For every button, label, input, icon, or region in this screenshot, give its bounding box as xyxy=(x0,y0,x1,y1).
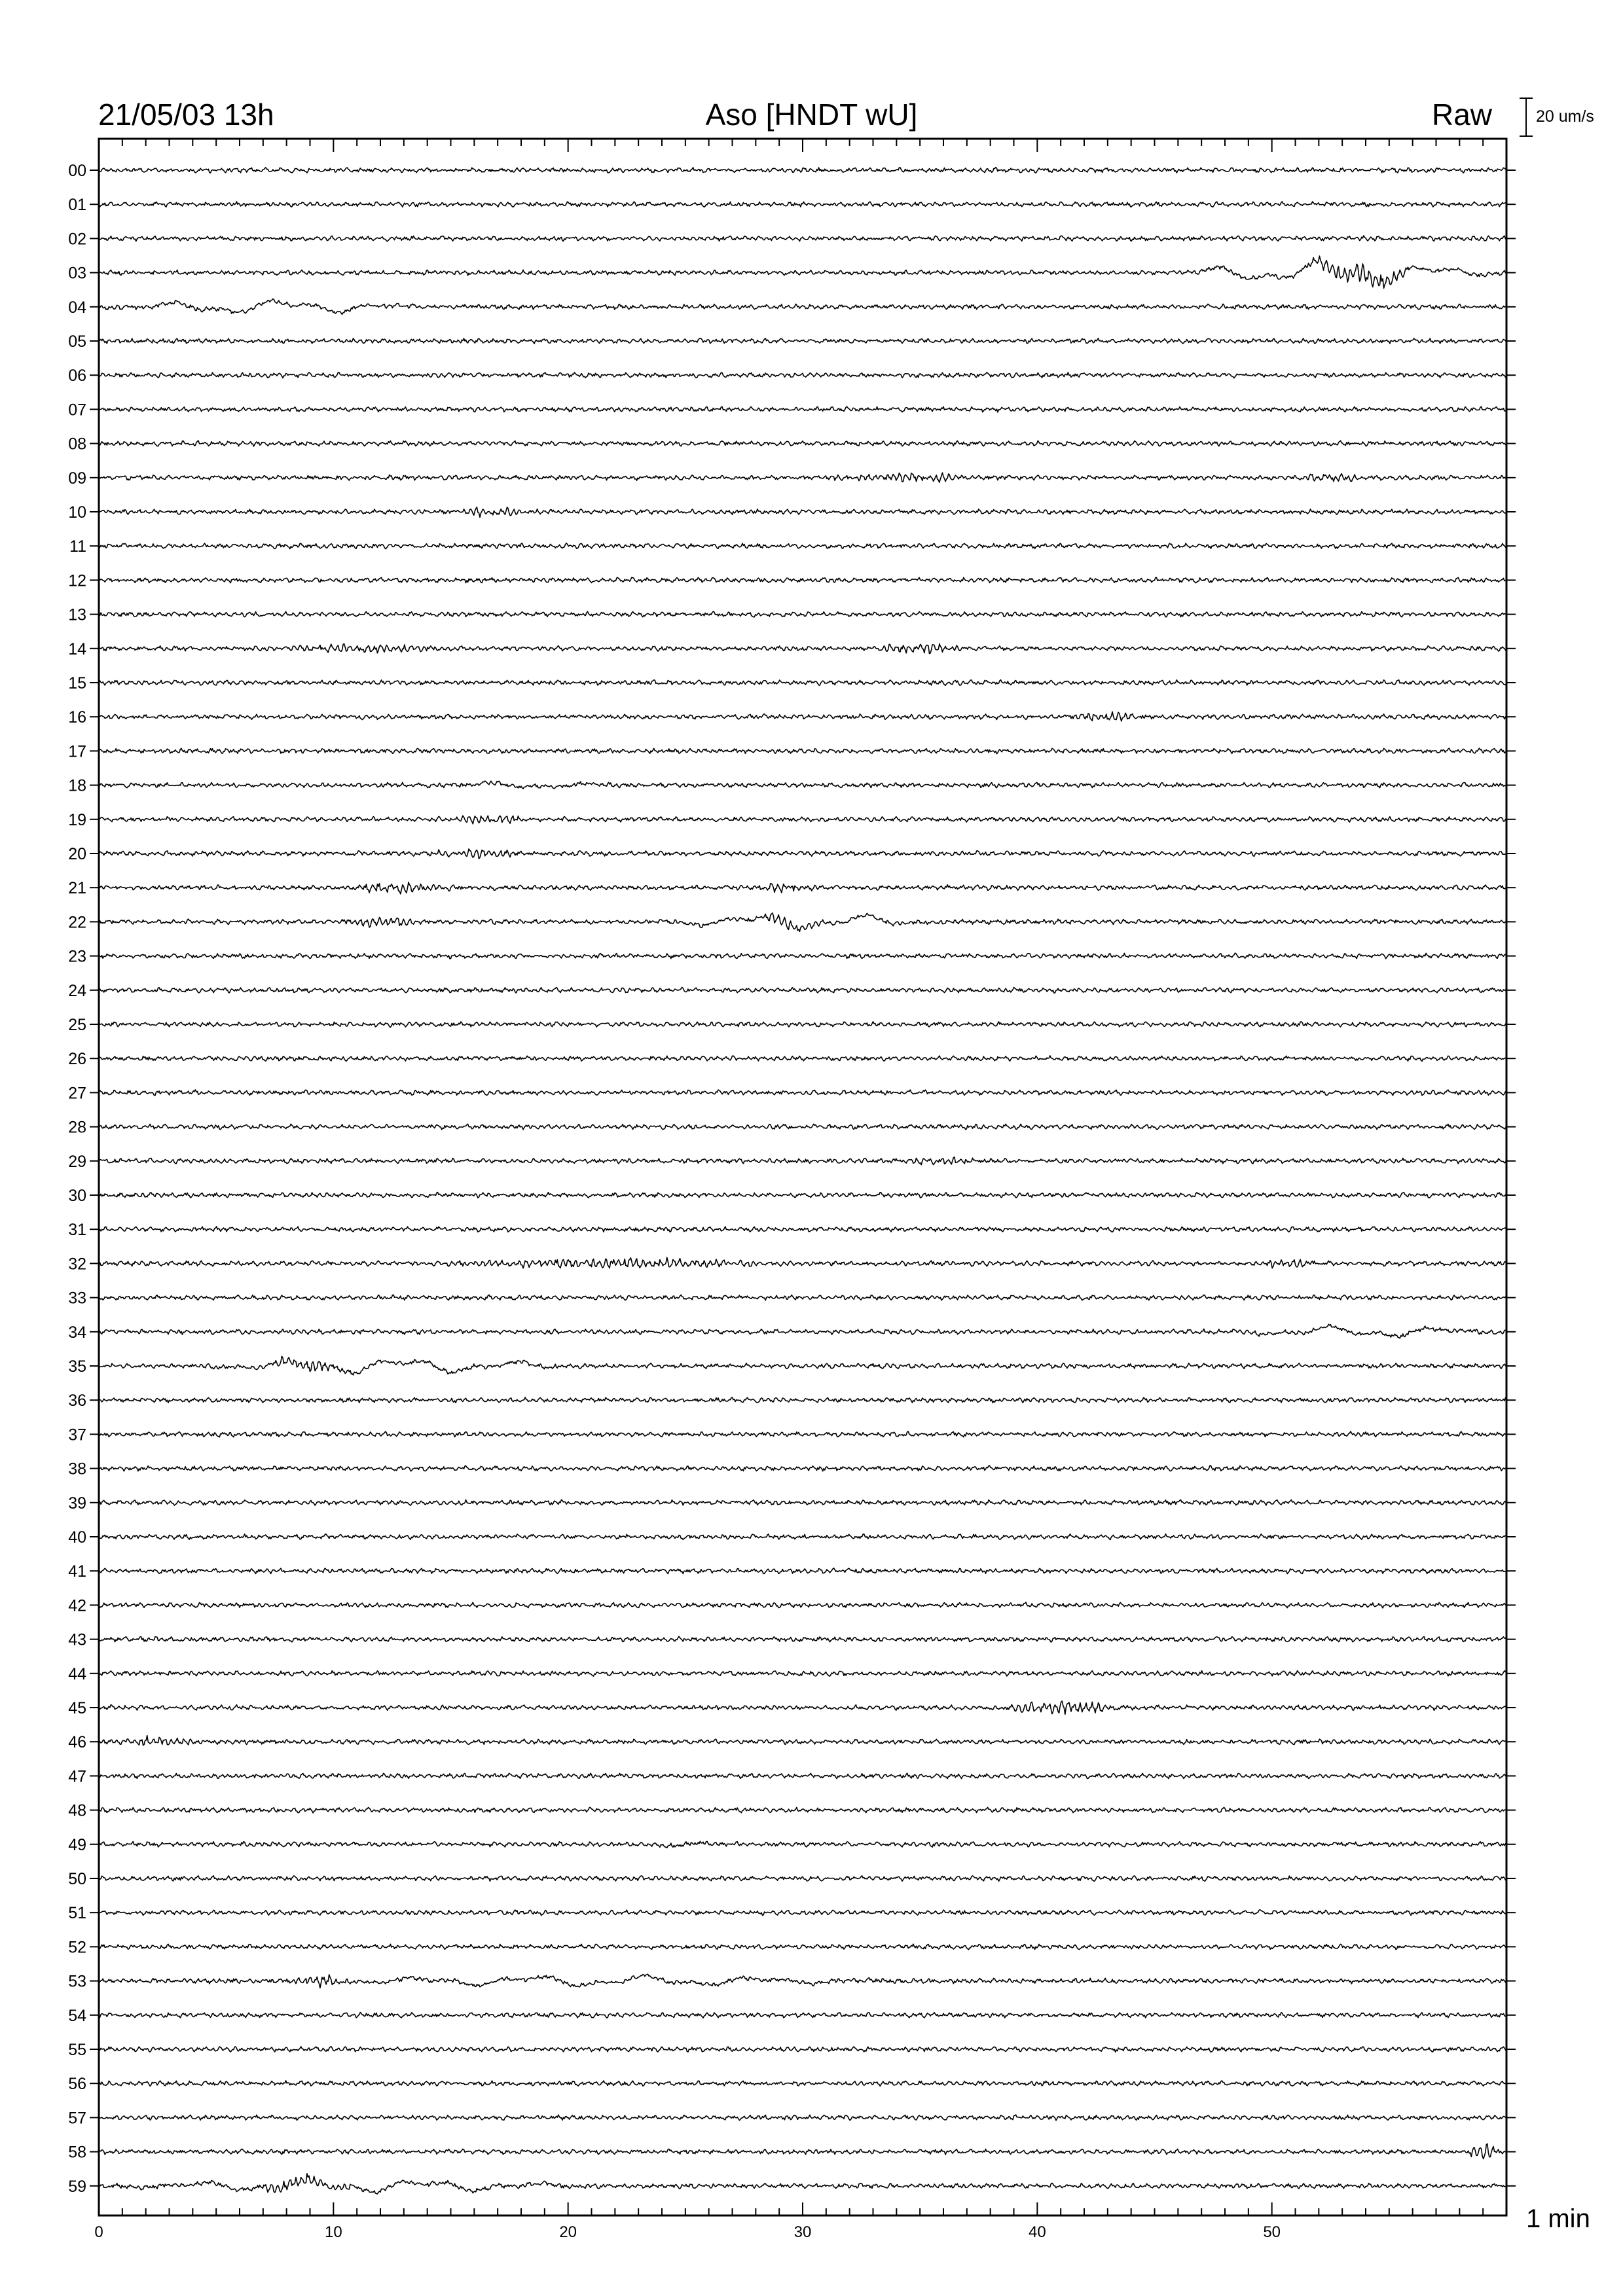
row-label: 56 xyxy=(68,2075,86,2094)
row-label: 44 xyxy=(68,1664,86,1683)
row-label: 38 xyxy=(68,1460,86,1479)
trace-row-29 xyxy=(99,1157,1506,1165)
row-label: 27 xyxy=(68,1084,86,1103)
trace-row-55 xyxy=(99,2047,1506,2053)
trace-row-57 xyxy=(99,2115,1506,2121)
row-label: 37 xyxy=(68,1426,86,1444)
row-label: 22 xyxy=(68,913,86,932)
row-label: 51 xyxy=(68,1904,86,1923)
trace-row-03 xyxy=(99,256,1506,288)
trace-row-47 xyxy=(99,1773,1506,1778)
x-tick-label: 20 xyxy=(559,2223,577,2241)
chart-mode-label: Raw xyxy=(1431,98,1492,132)
trace-row-31 xyxy=(99,1227,1506,1232)
row-label: 50 xyxy=(68,1870,86,1888)
row-label: 10 xyxy=(68,503,86,522)
trace-row-07 xyxy=(99,406,1506,412)
trace-row-59 xyxy=(99,2174,1506,2194)
row-label: 55 xyxy=(68,2041,86,2059)
trace-row-52 xyxy=(99,1944,1506,1950)
trace-row-02 xyxy=(99,236,1506,242)
trace-row-11 xyxy=(99,543,1506,549)
row-label: 30 xyxy=(68,1187,86,1205)
trace-row-08 xyxy=(99,440,1506,446)
row-label: 23 xyxy=(68,947,86,966)
trace-row-28 xyxy=(99,1124,1506,1130)
x-tick-label: 50 xyxy=(1263,2223,1281,2241)
row-label: 11 xyxy=(69,537,86,556)
row-label: 05 xyxy=(68,332,86,351)
trace-row-44 xyxy=(99,1671,1506,1677)
scale-bar-label: 20 um/s xyxy=(1536,107,1594,126)
row-label: 36 xyxy=(68,1391,86,1410)
trace-row-35 xyxy=(99,1356,1506,1375)
trace-row-17 xyxy=(99,748,1506,754)
trace-row-05 xyxy=(99,338,1506,344)
row-label: 13 xyxy=(68,605,86,624)
trace-row-26 xyxy=(99,1056,1506,1062)
trace-row-18 xyxy=(99,781,1506,789)
row-label: 24 xyxy=(68,981,86,1000)
row-label: 46 xyxy=(68,1733,86,1752)
trace-row-21 xyxy=(99,882,1506,894)
plot-frame xyxy=(99,139,1506,2215)
x-tick-label: 10 xyxy=(324,2223,342,2241)
trace-row-24 xyxy=(99,987,1506,993)
trace-row-00 xyxy=(99,168,1506,173)
trace-row-51 xyxy=(99,1910,1506,1916)
row-label: 52 xyxy=(68,1938,86,1957)
row-label: 47 xyxy=(68,1767,86,1786)
row-label: 12 xyxy=(68,571,86,590)
row-label: 54 xyxy=(68,2006,86,2025)
row-label: 00 xyxy=(68,162,86,180)
row-label: 49 xyxy=(68,1835,86,1854)
row-label: 42 xyxy=(68,1596,86,1615)
trace-row-49 xyxy=(99,1841,1506,1848)
trace-row-37 xyxy=(99,1431,1506,1437)
trace-row-10 xyxy=(99,507,1506,518)
trace-row-01 xyxy=(99,202,1506,207)
trace-row-39 xyxy=(99,1500,1506,1506)
row-label: 06 xyxy=(68,367,86,386)
trace-row-43 xyxy=(99,1636,1506,1642)
trace-row-34 xyxy=(99,1324,1506,1338)
row-label: 15 xyxy=(68,674,86,692)
x-ticks-bottom xyxy=(99,2202,1506,2215)
trace-row-06 xyxy=(99,372,1506,378)
row-label: 35 xyxy=(68,1357,86,1376)
row-label: 40 xyxy=(68,1528,86,1547)
trace-row-46 xyxy=(99,1736,1506,1746)
x-ticks-top xyxy=(99,139,1506,152)
row-label: 45 xyxy=(68,1699,86,1717)
trace-row-36 xyxy=(99,1397,1506,1403)
row-label: 59 xyxy=(68,2177,86,2196)
row-label: 29 xyxy=(68,1152,86,1171)
row-label: 03 xyxy=(68,264,86,283)
trace-row-12 xyxy=(99,577,1506,583)
row-label: 02 xyxy=(68,230,86,249)
trace-row-40 xyxy=(99,1534,1506,1540)
trace-row-56 xyxy=(99,2081,1506,2086)
trace-row-38 xyxy=(99,1465,1506,1471)
x-tick-label: 30 xyxy=(793,2223,812,2241)
row-label: 58 xyxy=(68,2143,86,2162)
x-axis-unit-label: 1 min xyxy=(1526,2204,1590,2233)
trace-row-19 xyxy=(99,816,1506,824)
row-label: 01 xyxy=(68,196,86,215)
row-label: 31 xyxy=(68,1221,86,1240)
seismic-traces xyxy=(90,168,1516,2194)
trace-row-14 xyxy=(99,644,1506,654)
trace-row-23 xyxy=(99,953,1506,959)
trace-row-42 xyxy=(99,1602,1506,1608)
trace-row-50 xyxy=(99,1876,1506,1882)
trace-row-30 xyxy=(99,1193,1506,1198)
trace-row-33 xyxy=(99,1295,1506,1300)
row-label: 28 xyxy=(68,1118,86,1137)
row-label: 21 xyxy=(68,879,86,898)
row-label: 41 xyxy=(68,1562,86,1581)
row-label: 33 xyxy=(68,1289,86,1308)
row-label: 43 xyxy=(68,1630,86,1649)
trace-row-15 xyxy=(99,680,1506,686)
row-label: 14 xyxy=(68,639,86,658)
trace-row-48 xyxy=(99,1807,1506,1813)
trace-row-09 xyxy=(99,473,1506,482)
trace-row-54 xyxy=(99,2013,1506,2018)
chart-date-hour: 21/05/03 13h xyxy=(98,98,274,132)
trace-row-32 xyxy=(99,1257,1506,1268)
row-label: 34 xyxy=(68,1323,86,1342)
trace-row-25 xyxy=(99,1022,1506,1028)
trace-row-04 xyxy=(99,299,1506,315)
row-label: 18 xyxy=(68,776,86,795)
row-labels xyxy=(68,162,86,2196)
row-label: 17 xyxy=(68,742,86,761)
row-label: 19 xyxy=(68,810,86,829)
row-label: 09 xyxy=(68,469,86,488)
row-label: 20 xyxy=(68,845,86,863)
row-label: 26 xyxy=(68,1050,86,1069)
row-label: 16 xyxy=(68,708,86,727)
row-label: 53 xyxy=(68,1972,86,1991)
chart-title: Aso [HNDT wU] xyxy=(705,98,918,132)
row-label: 39 xyxy=(68,1494,86,1513)
row-label: 57 xyxy=(68,2109,86,2128)
trace-row-20 xyxy=(99,849,1506,859)
trace-row-13 xyxy=(99,611,1506,617)
trace-row-45 xyxy=(99,1701,1506,1714)
x-tick-label: 0 xyxy=(94,2223,103,2241)
x-tick-labels xyxy=(94,2223,1281,2241)
row-label: 08 xyxy=(68,435,86,454)
row-label: 04 xyxy=(68,298,86,317)
trace-row-27 xyxy=(99,1090,1506,1096)
trace-row-41 xyxy=(99,1568,1506,1574)
trace-row-53 xyxy=(99,1974,1506,1988)
row-label: 48 xyxy=(68,1801,86,1820)
row-label: 25 xyxy=(68,1016,86,1034)
trace-row-58 xyxy=(99,2144,1506,2159)
row-label: 32 xyxy=(68,1255,86,1274)
trace-row-16 xyxy=(99,711,1506,721)
x-tick-label: 40 xyxy=(1028,2223,1046,2241)
row-label: 07 xyxy=(68,401,86,420)
trace-row-22 xyxy=(99,913,1506,931)
